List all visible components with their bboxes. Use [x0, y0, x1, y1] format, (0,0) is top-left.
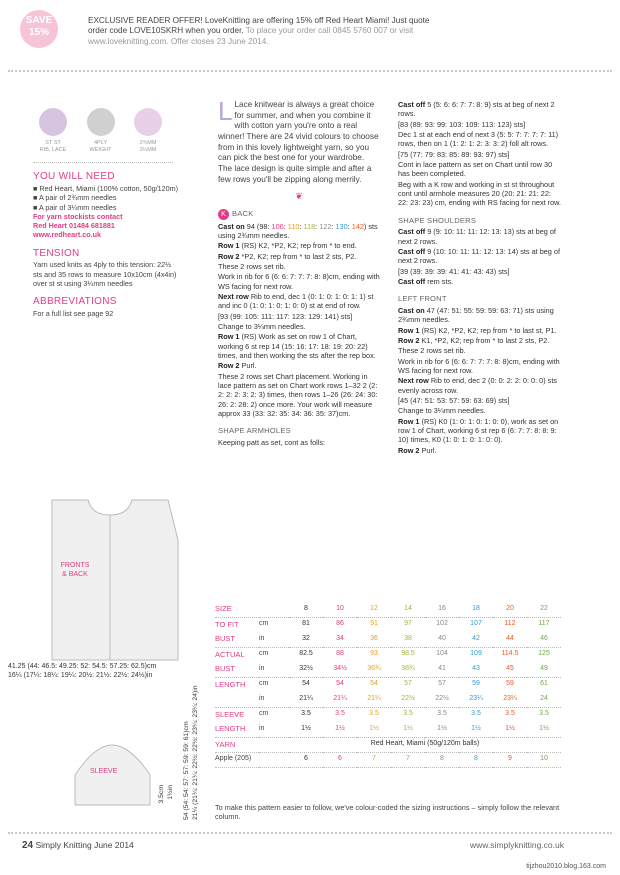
fronts-back-label: FRONTS & BACK	[60, 562, 90, 578]
save-badge	[18, 8, 60, 50]
instructions-column-1: L Lace knitwear is always a great choice for summer, and when you combine it with cotton yarn you're onto a real winner! There are 24 vivid colours to choose from in this lovely lightweight yarn, so you can pick the best one for your wardrobe. The lace design is quite simple and after a few rows you'll be zipping along merrily. ❦ K BACK Cast on 94 (98: 106: 110: 118: 122: 130: 142) sts using 2¾mm needles. Row 1 (RS) K2, *P2, K2; rep from * to end. Row 2 *P2, K2; rep from * to last 2 sts, P2. These 2 rows set rib. Work in rib for 6 (6: 6: 7: 7: 7: 8: 8)cm, ending with WS facing for next row. Next row Rib to end, dec 1 (0: 1: 0: 1: 0: 1: 1) st and inc 0 (1: 0: 1: 0: 1: 0: 0) st at end of row. [93 (99: 105: 111: 117: 123: 129: 141) sts] Change to 3¼mm needles. Row 1 (RS) Work as set on row 1 of Chart, working 6 st rep 14 (15: 16: 17: 18: 19: 20: 22) times, and then working the sts after the rep box. Row 2 Purl. These 2 rows set Chart placement. Working in lace pattern as set on Chart work rows 1–32 2 (2: 2: 2: 2: 3: 2: 3) times, then rows 1–26 (26: 24: 30: 26: 2: 28: 2) once more. Your work will measure approx 33 (33: 32: 35: 34: 36: 35: 37)cm. SHAPE ARMHOLES Keeping patt as set, cont as folls:	[218, 96, 380, 448]
footnote: To make this pattern easier to follow, we've colour-coded the sizing instructions – simply follow the relevant column.	[215, 803, 560, 822]
table-row: TO FIT cm 81 86 91 97 102 107 112 117	[215, 619, 550, 629]
height-labels: 54 (54: 54: 57: 57: 59: 59: 61)cm 21¼ (21¼: 21¼: 22½: 22½: 23¼: 23¼: 24)in	[183, 685, 199, 820]
stitch-icon: ST ST RIB, LACE	[33, 108, 73, 154]
tension-text: Yarn used knits as 4ply to this tension: 22½ sts and 35 rows to measure 10x10cm (4x4in) over st st using 3¼mm needles	[33, 260, 177, 288]
needles-icon: 2¾MM 3¼MM	[128, 108, 168, 154]
materials-list: ■ Red Heart, Miami (100% cotton, 50g/120m) ■ A pair of 2¾mm needles ■ A pair of 3¼mm needles For yarn stockists contact Red Heart 01484 681881 www.redheart.co.uk	[33, 184, 178, 240]
armholes-title: SHAPE ARMHOLES	[218, 426, 291, 436]
instructions-column-2: Cast off 5 (5: 6: 6: 7: 7: 8: 9) sts at beg of next 2 rows. [83 (89: 93: 99: 103: 109: 113: 123) sts] Dec 1 st at each end of next 3 (5: 5: 7: 7: 7: 7: 11) rows, then on 1 (1: 2: 1: 2: 3: 3: 2) foll alt rows. [75 (77: 79: 83: 85: 89: 93: 97) sts] Cont in lace pattern as set on Chart until row 30 has been completed. Beg with a K row and working in st st throughout cont until armhole measures 20 (20: 21: 21: 22: 22: 23: 23) cm, ending with RS facing for next row. SHAPE SHOULDERS Cast off 9 (9: 10: 11: 11: 12: 13: 13) sts at beg of next 2 rows. Cast off 9 (10: 10: 11: 11: 12: 13: 14) sts at beg of next 2 rows. [39 (39: 39: 39: 41: 41: 43: 43) sts] Cast off rem sts. LEFT FRONT Cast on 47 (47: 51: 55: 59: 59: 63: 71) sts using 2¾mm needles. Row 1 (RS) K2, *P2, K2; rep from * to last st, P1. Row 2 K1, *P2, K2; rep from * to last 2 sts, P2. These 2 rows set rib. Work in rib for 6 (6: 6: 7: 7: 7: 8: 8)cm, ending with WS facing for next row. Next row Rib to end, dec 2 (0: 0: 2: 2: 0: 0: 0) sts evenly across row. [45 (47: 51: 53: 57: 59: 63: 69) sts] Change to 3¼mm needles. Row 1 (RS) K0 (1: 0: 1: 0: 1: 0: 0), work as set on row 1 of Chart, working 6 st rep 6 (6: 7: 7: 8: 8: 9: 10) times, K0 (1: 0: 1: 0: 1: 0: 0). Row 2 Purl.	[398, 100, 562, 455]
you-will-need-title: YOU WILL NEED	[33, 171, 115, 183]
yarn-ball-icon: 4PLY WEIGHT	[81, 108, 121, 154]
table-row: LENGTH in 1½ 1½ 1½ 1½ 1½ 1½ 1½ 1½	[215, 722, 561, 737]
abbreviations-title: ABBREVIATIONS	[33, 295, 117, 307]
page-footer-left: 24 Simply Knitting June 2014	[22, 840, 134, 851]
page-footer-site: www.simplyknitting.co.uk	[470, 840, 565, 850]
watermark-bar: tijzhou2010.blog.163.com	[0, 860, 620, 875]
header-divider	[8, 70, 612, 72]
decorative-divider-icon: ❦	[295, 191, 303, 202]
pattern-icons	[33, 108, 168, 154]
left-front-title: LEFT FRONT	[398, 294, 447, 304]
armholes-text: Keeping patt as set, cont as folls:	[218, 438, 326, 448]
size-header-row: SIZE 8 10 12 14 16 18 20 22	[215, 602, 561, 617]
sleeve-measure: 3.5cm 1½in	[158, 785, 174, 804]
sidebar	[33, 108, 178, 318]
yarn-row: YARN Red Heart, Miami (50g/120m balls)	[215, 737, 561, 752]
table-row: LENGTH cm 54 54 54 57 57 59 59 61	[215, 679, 548, 689]
apple-row: Apple (205) 6 6 7 7 8 8 9 10	[215, 752, 561, 767]
offer-text: EXCLUSIVE READER OFFER! LoveKnitting are offering 15% off Red Heart Miami! Just quote order code LOVE10SKRH when you order. To place your order call 0845 5760 007 or visit www.loveknitting.com. Offer closes 23 June 2014.	[88, 16, 430, 46]
tension-title: TENSION	[33, 247, 80, 259]
abbreviations-text: For a full list see page 92	[33, 308, 114, 318]
shoulders-title: SHAPE SHOULDERS	[398, 215, 477, 225]
table-row: in 21¼ 21¼ 21¼ 22½ 22½ 23¼ 23¼ 24	[215, 692, 561, 707]
footer-divider	[8, 832, 612, 834]
table-row: BUST in 32 34 36 38 40 42 44 46	[215, 632, 561, 647]
badge-line1: SAVE	[25, 15, 53, 26]
sleeve-label: SLEEVE	[90, 768, 118, 775]
table-row: SLEEVE cm 3.5 3.5 3.5 3.5 3.5 3.5 3.5 3.5	[215, 709, 549, 719]
table-row: ACTUAL cm 82.5 88 93 98.5 104 109 114.5 125	[215, 649, 550, 659]
back-title: K BACK	[218, 209, 380, 220]
size-table	[215, 602, 561, 768]
width-labels: 41.25 (44: 46.5: 49.25: 52: 54.5: 57.25: 62.5)cm 16¼ (17¼: 18¼: 19¼: 20½: 21½: 22½: 24½)in	[8, 663, 157, 679]
table-row: BUST in 32½ 34½ 36¾ 38¾ 41 43 45 49	[215, 662, 561, 677]
intro-text: L Lace knitwear is always a great choice for summer, and when you combine it with cotton yarn you're onto a real winner! There are 24 vivid colours to choose from in this lovely lightweight yarn, so you can pick the best one for your wardrobe. The lace design is quite simple and after a few rows you'll be zipping along merrily.	[218, 96, 379, 184]
badge-line2: 15%	[28, 27, 49, 38]
